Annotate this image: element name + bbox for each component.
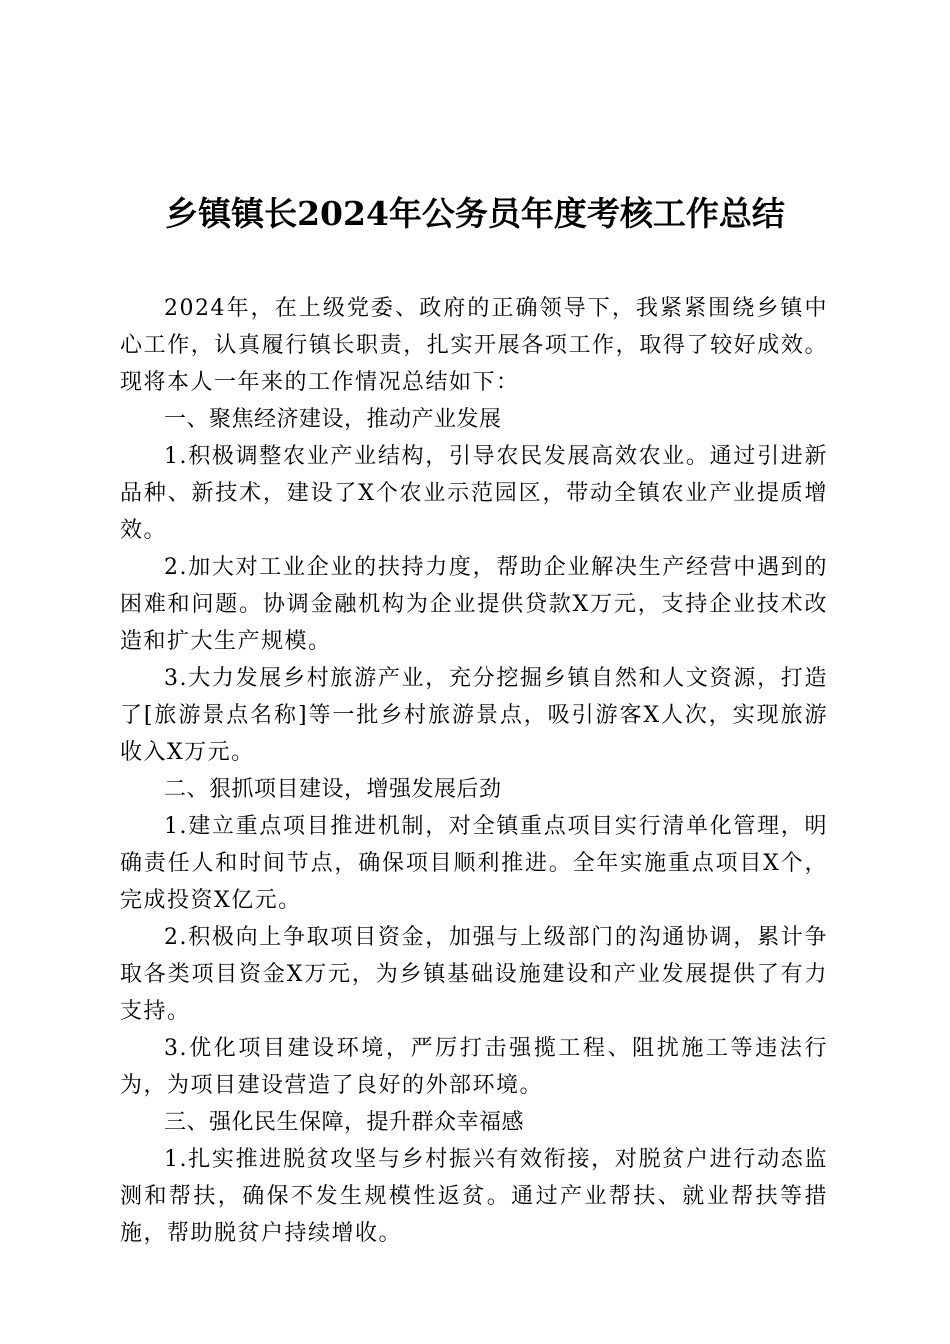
- section-2-paragraph-3: 3.优化项目建设环境，严厉打击强揽工程、阻扰施工等违法行为，为项目建设营造了良好的外部环境。: [120, 1036, 828, 1098]
- section-heading-3: 三、强化民生保障，提升群众幸福感: [164, 1110, 525, 1135]
- section-2-paragraph-2: 2.积极向上争取项目资金，加强与上级部门的沟通协调，累计争取各类项目资金X万元，为乡镇基础设施建设和产业发展提供了有力支持。: [120, 925, 828, 1024]
- section-2-paragraph-1: 1.建立重点项目推进机制，对全镇重点项目实行清单化管理，明确责任人和时间节点，确保项目顺利推进。全年实施重点项目X个，完成投资X亿元。: [120, 814, 828, 913]
- section-heading-2: 二、狠抓项目建设，增强发展后劲: [164, 777, 502, 802]
- section-1-paragraph-3: 3.大力发展乡村旅游产业，充分挖掘乡镇自然和人文资源，打造了[旅游景点名称]等一批乡村旅游景点，吸引游客X人次，实现旅游收入X万元。: [120, 666, 828, 765]
- page-title: 乡镇镇长2024年公务员年度考核工作总结: [165, 194, 785, 233]
- section-3-paragraph-1: 1.扎实推进脱贫攻坚与乡村振兴有效衔接，对脱贫户进行动态监测和帮扶，确保不发生规模性返贫。通过产业帮扶、就业帮扶等措施，帮助脱贫户持续增收。: [120, 1147, 828, 1246]
- document-body: [120, 290, 828, 1252]
- intro-paragraph: 2024年，在上级党委、政府的正确领导下，我紧紧围绕乡镇中心工作，认真履行镇长职责，扎实开展各项工作，取得了较好成效。现将本人一年来的工作情况总结如下：: [120, 296, 828, 395]
- section-1-paragraph-1: 1.积极调整农业产业结构，引导农民发展高效农业。通过引进新品种、新技术，建设了X个农业示范园区，带动全镇农业产业提质增效。: [120, 444, 828, 543]
- section-heading-1: 一、聚焦经济建设，推动产业发展: [164, 407, 502, 432]
- section-1-paragraph-2: 2.加大对工业企业的扶持力度，帮助企业解决生产经营中遇到的困难和问题。协调金融机构为企业提供贷款X万元，支持企业技术改造和扩大生产规模。: [120, 555, 828, 654]
